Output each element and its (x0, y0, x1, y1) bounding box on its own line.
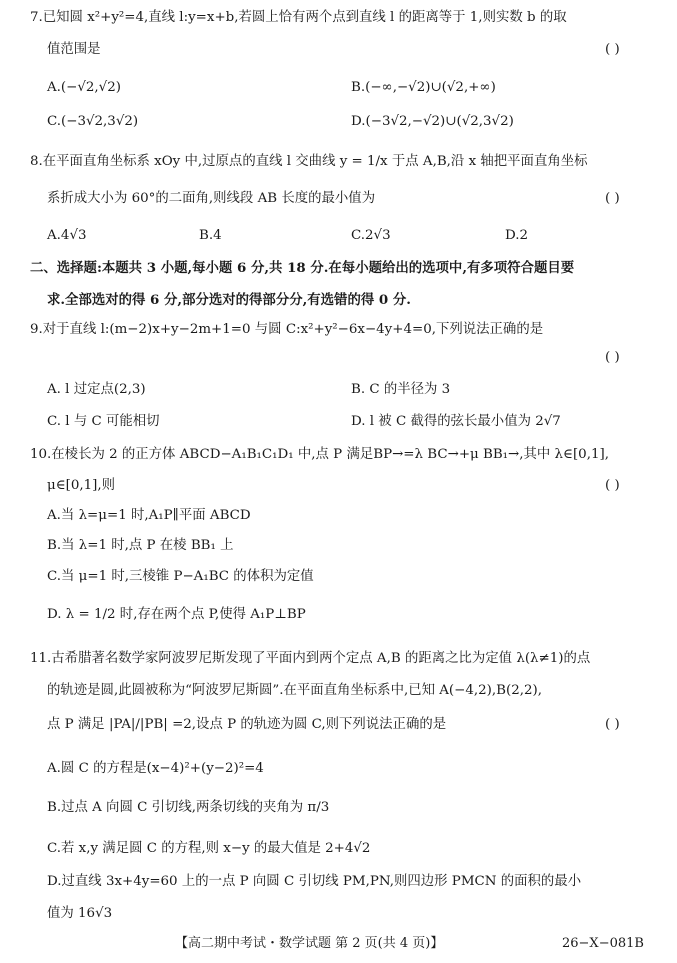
q7-option-b: B.(−∞,−√2)∪(√2,+∞) (351, 80, 496, 95)
q10-answer-blank: ( ) (605, 478, 620, 493)
q9-option-b: B. C 的半径为 3 (351, 382, 451, 397)
q7-answer-blank: ( ) (605, 42, 620, 57)
q7-stem-line2: 值范围是 (47, 42, 101, 57)
q7-option-d: D.(−3√2,−√2)∪(√2,3√2) (351, 114, 514, 129)
q11-option-c: C.若 x,y 满足圆 C 的方程,则 x−y 的最大值是 2+4√2 (47, 841, 371, 856)
q8-option-d: D.2 (505, 228, 529, 243)
q9-option-d: D. l 被 C 截得的弦长最小值为 2√7 (351, 414, 561, 429)
q10-option-a: A.当 λ=μ=1 时,A₁P∥平面 ABCD (47, 508, 251, 523)
q7-stem-line1: 7.已知圆 x²+y²=4,直线 l:y=x+b,若圆上恰有两个点到直线 l 的距离等于 1,则实数 b 的取 (30, 10, 567, 25)
q11-stem-line1: 11.古希腊著名数学家阿波罗尼斯发现了平面内到两个定点 A,B 的距离之比为定值 λ(λ≠1)的点 (30, 651, 591, 666)
q9-stem-line1: 9.对于直线 l:(m−2)x+y−2m+1=0 与圆 C:x²+y²−6x−4y+4=0,下列说法正确的是 (30, 322, 544, 337)
q8-option-b: B.4 (199, 228, 222, 243)
q8-option-c: C.2√3 (351, 228, 391, 243)
q11-option-a: A.圆 C 的方程是(x−4)²+(y−2)²=4 (47, 761, 264, 776)
q11-option-b: B.过点 A 向圆 C 引切线,两条切线的夹角为 π/3 (47, 800, 330, 815)
q9-option-c: C. l 与 C 可能相切 (47, 414, 160, 429)
page-footer-title: 【高二期中考试・数学试题 第 2 页(共 4 页)】 (175, 936, 444, 951)
q10-stem-line2: μ∈[0,1],则 (47, 478, 116, 493)
q8-option-a: A.4√3 (47, 228, 87, 243)
q7-option-c: C.(−3√2,3√2) (47, 114, 139, 129)
q9-answer-blank: ( ) (605, 350, 620, 365)
q11-option-d-line1: D.过直线 3x+4y=60 上的一点 P 向圆 C 引切线 PM,PN,则四边形 PMCN 的面积的最小 (47, 874, 582, 889)
q10-option-b: B.当 λ=1 时,点 P 在棱 BB₁ 上 (47, 538, 234, 553)
q7-option-a: A.(−√2,√2) (47, 80, 121, 95)
section-heading-line1: 二、选择题:本题共 3 小题,每小题 6 分,共 18 分.在每小题给出的选项中,有多项符合题目要 (30, 260, 575, 276)
q11-option-d-line2: 值为 16√3 (47, 906, 113, 921)
q8-answer-blank: ( ) (605, 191, 620, 206)
q8-stem-line2: 系折成大小为 60°的二面角,则线段 AB 长度的最小值为 (47, 191, 376, 206)
q9-option-a: A. l 过定点(2,3) (47, 382, 146, 397)
q10-option-d: D. λ = 1/2 时,存在两个点 P,使得 A₁P⊥BP (47, 607, 306, 622)
q11-stem-line2: 的轨迹是圆,此圆被称为“阿波罗尼斯圆”.在平面直角坐标系中,已知 A(−4,2),B(2,2), (47, 683, 542, 698)
section-heading-line2: 求.全部选对的得 6 分,部分选对的得部分分,有选错的得 0 分. (47, 292, 411, 308)
q11-answer-blank: ( ) (605, 717, 620, 732)
page-footer-code: 26−X−081B (562, 936, 644, 951)
q8-stem-line1: 8.在平面直角坐标系 xOy 中,过原点的直线 l 交曲线 y = 1/x 于点 A,B,沿 x 轴把平面直角坐标 (30, 154, 588, 169)
q10-stem-line1: 10.在棱长为 2 的正方体 ABCD−A₁B₁C₁D₁ 中,点 P 满足BP→=λ BC→+μ BB₁→,其中 λ∈[0,1], (30, 447, 609, 462)
q10-option-c: C.当 μ=1 时,三棱锥 P−A₁BC 的体积为定值 (47, 569, 314, 584)
q11-stem-line3: 点 P 满足 |PA|/|PB| =2,设点 P 的轨迹为圆 C,则下列说法正确的是 (47, 717, 447, 732)
